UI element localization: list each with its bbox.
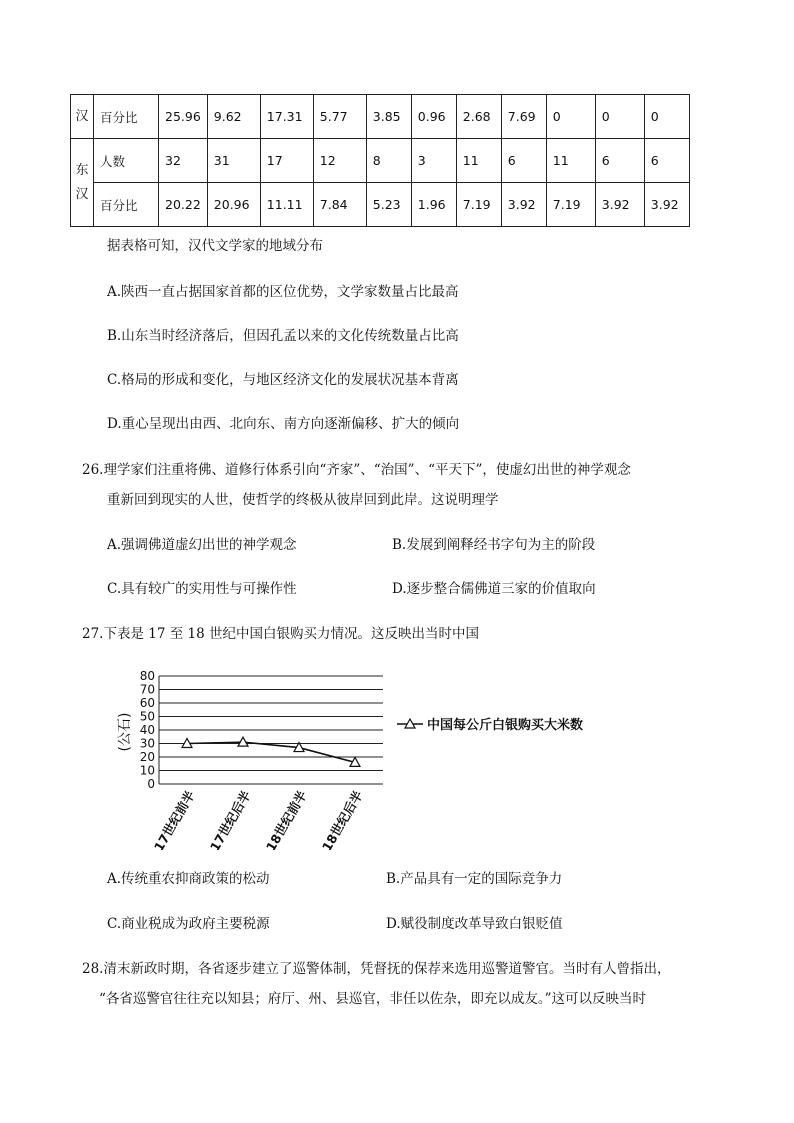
- table-cell: 0: [644, 95, 689, 139]
- y-tick-label: 40: [139, 723, 155, 737]
- table-cell: 6: [595, 139, 644, 183]
- table-row: [71, 95, 690, 139]
- q28-stem-line2: “各省巡警官往往充以知县；府厅、州、县巡官，非任以佐杂，即充以成友。”这可以反映当时: [99, 991, 647, 1007]
- q27-option-d: D.赋役制度改革导致白银贬值: [386, 916, 563, 932]
- y-axis-label: (公石): [117, 712, 133, 752]
- q26-option-b: B.发展到阐释经书字句为主的阶段: [392, 537, 596, 553]
- data-table: [70, 94, 690, 227]
- q26-option-c: C.具有较广的实用性与可操作性: [107, 581, 297, 597]
- table-cell: 0.96: [411, 95, 456, 139]
- table-cell: 9.62: [207, 95, 260, 139]
- table-cell: 7.19: [546, 183, 595, 227]
- era-cell: 东 汉: [71, 139, 94, 227]
- q25-option-d: D.重心呈现出由西、北向东、南方向逐渐偏移、扩大的倾向: [107, 416, 460, 432]
- table-cell: 11: [546, 139, 595, 183]
- table-cell: 7.19: [456, 183, 501, 227]
- table-cell: 12: [313, 139, 366, 183]
- y-tick-label: 0: [147, 777, 155, 791]
- q25-stem: 据表格可知，汉代文学家的地域分布: [107, 238, 323, 254]
- era-cell: 汉: [71, 95, 94, 139]
- table-cell: 31: [207, 139, 260, 183]
- x-tick-label: 17世纪前半: [150, 788, 198, 850]
- table-cell: 20.22: [159, 183, 208, 227]
- table-row: [71, 139, 690, 183]
- table-cell: 7.84: [313, 183, 366, 227]
- table-cell: 6: [644, 139, 689, 183]
- table-cell: 32: [159, 139, 208, 183]
- x-tick-label: 18世纪前半: [262, 788, 310, 850]
- y-tick-label: 50: [139, 709, 155, 724]
- row-label: 百分比: [94, 95, 159, 139]
- table-cell: 3.92: [501, 183, 546, 227]
- q25-option-a: A.陕西一直占据国家首都的区位优势，文学家数量占比最高: [107, 284, 459, 300]
- table-cell: 3.92: [595, 183, 644, 227]
- series-line: [187, 742, 355, 762]
- q25-option-b: B.山东当时经济落后，但因孔孟以来的文化传统数量占比高: [107, 328, 459, 344]
- y-tick-label: 70: [139, 682, 155, 697]
- q26-stem-line2: 重新回到现实的人世，使哲学的终极从彼岸回到此岸。这说明理学: [107, 492, 499, 508]
- q28-stem-line1: 28.清末新政时期，各省逐步建立了巡警体制，凭督抚的保荐来选用巡警道警官。当时有人曾指出，: [82, 961, 671, 977]
- q27-stem: 27.下表是 17 至 18 世纪中国白银购买力情况。这反映出当时中国: [82, 626, 479, 642]
- table-cell: 7.69: [501, 95, 546, 139]
- table-cell: 17.31: [260, 95, 313, 139]
- table-cell: 20.96: [207, 183, 260, 227]
- table-cell: 2.68: [456, 95, 501, 139]
- table-cell: 3.85: [366, 95, 411, 139]
- table-cell: 5.77: [313, 95, 366, 139]
- y-tick-label: 80: [139, 669, 155, 683]
- table-cell: 6: [501, 139, 546, 183]
- q26-stem-line1: 26.理学家们注重将佛、道修行体系引向“齐家”、“治国”、“平天下”，使虚幻出世的神学观念: [82, 462, 631, 478]
- q26-option-a: A.强调佛道虚幻出世的神学观念: [107, 537, 297, 553]
- table-cell: 17: [260, 139, 313, 183]
- x-tick-label: 18世纪后半: [318, 788, 366, 850]
- table-cell: 11: [456, 139, 501, 183]
- q25-option-c: C.格局的形成和变化，与地区经济文化的发展状况基本背离: [107, 372, 459, 388]
- y-tick-label: 10: [139, 763, 155, 778]
- y-tick-label: 60: [139, 696, 155, 710]
- x-tick-label: 17世纪后半: [206, 788, 254, 850]
- table-cell: 8: [366, 139, 411, 183]
- table-cell: 0: [595, 95, 644, 139]
- q27-option-a: A.传统重农抑商政策的松动: [107, 871, 270, 887]
- table-cell: 25.96: [159, 95, 208, 139]
- table-cell: 0: [546, 95, 595, 139]
- legend-label: 中国每公斤白银购买大米数: [427, 718, 584, 733]
- q27-option-c: C.商业税成为政府主要税源: [107, 916, 270, 932]
- table-cell: 3.92: [644, 183, 689, 227]
- silver-purchasing-chart: [107, 660, 597, 850]
- y-tick-label: 20: [139, 750, 155, 764]
- table-row: [71, 183, 690, 227]
- y-tick-label: 30: [139, 736, 155, 751]
- row-label: 百分比: [94, 183, 159, 227]
- table-cell: 5.23: [366, 183, 411, 227]
- row-label: 人数: [94, 139, 159, 183]
- q27-option-b: B.产品具有一定的国际竞争力: [386, 871, 563, 887]
- table-cell: 1.96: [411, 183, 456, 227]
- q26-option-d: D.逐步整合儒佛道三家的价值取向: [392, 581, 596, 597]
- table-cell: 11.11: [260, 183, 313, 227]
- table-cell: 3: [411, 139, 456, 183]
